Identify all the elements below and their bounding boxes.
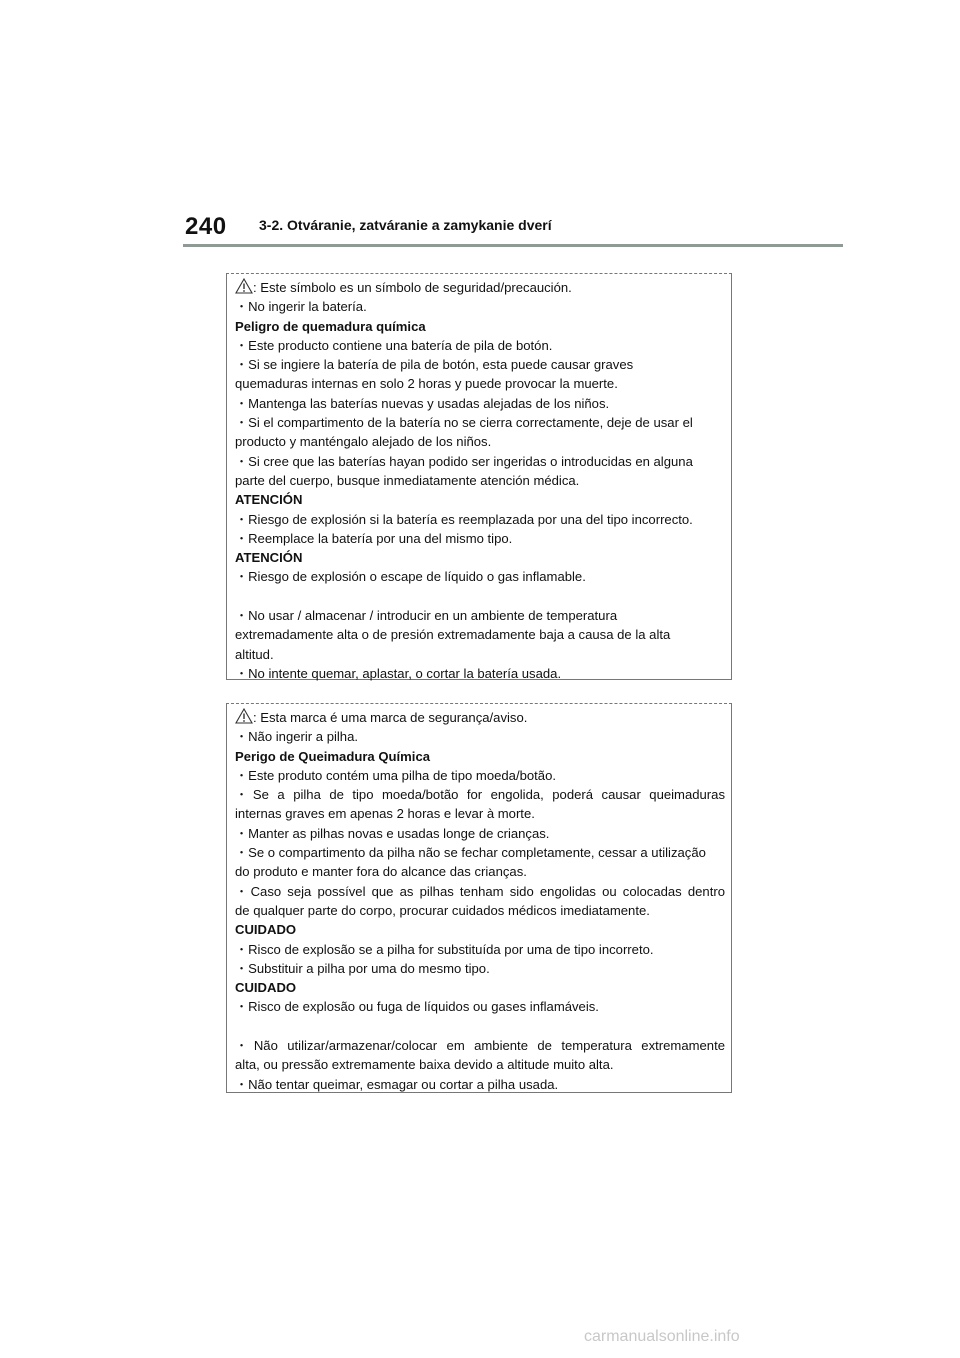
list-item: ・Caso seja possível que as pilhas tenham sido engolidas ou colocadas dentro	[235, 883, 725, 899]
section-heading: ATENCIÓN	[235, 492, 303, 508]
section-heading: CUIDADO	[235, 980, 297, 996]
list-item: ・Si el compartimento de la batería no se cierra correctamente, deje de usar el	[235, 415, 693, 431]
list-item: ・Riesgo de explosión o escape de líquido o gas inflamable.	[235, 569, 586, 585]
list-item-continuation: alta, ou pressão extremamente baixa devido a altitude muito alta.	[235, 1057, 614, 1073]
list-item: ・Substituir a pilha por uma do mesmo tipo.	[235, 960, 490, 976]
list-item: ・Manter as pilhas novas e usadas longe de crianças.	[235, 825, 550, 841]
list-item-continuation: quemaduras internas en solo 2 horas y puede provocar la muerte.	[235, 376, 618, 392]
list-item: ・Se a pilha de tipo moeda/botão for engolida, poderá causar queimaduras	[235, 787, 725, 803]
list-item-continuation: do produto e manter fora do alcance das crianças.	[235, 864, 527, 880]
warning-triangle-icon	[235, 278, 253, 294]
header-rule	[183, 244, 843, 247]
section-heading: CUIDADO	[235, 922, 297, 938]
list-item-continuation: producto y manténgalo alejado de los niños.	[235, 434, 492, 450]
warning-triangle-icon	[235, 708, 253, 724]
symbol-note: : Este símbolo es un símbolo de seguridad/precaución.	[253, 280, 572, 295]
list-item: ・No intente quemar, aplastar, o cortar la batería usada.	[235, 665, 562, 681]
page-header	[183, 213, 843, 247]
list-item: ・Não ingerir a pilha.	[235, 729, 358, 745]
section-heading: Peligro de quemadura química	[235, 318, 426, 334]
list-item: ・Si cree que las baterías hayan podido ser ingeridas o introducidas en alguna	[235, 453, 693, 469]
warning-box-spanish	[226, 273, 732, 680]
list-item: ・Não utilizar/armazenar/colocar em ambiente de temperatura extremamente	[235, 1038, 725, 1054]
list-item-continuation: altitud.	[235, 646, 274, 662]
list-item-continuation: parte del cuerpo, busque inmediatamente atención médica.	[235, 472, 580, 488]
list-item: ・Não tentar queimar, esmagar ou cortar a pilha usada.	[235, 1076, 559, 1092]
list-item: ・Riesgo de explosión si la batería es reemplazada por una del tipo incorrecto.	[235, 511, 693, 527]
list-item: ・Reemplace la batería por una del mismo tipo.	[235, 530, 513, 546]
symbol-note-line	[235, 708, 731, 727]
list-item-continuation: extremadamente alta o de presión extremadamente baja a causa de la alta	[235, 627, 671, 643]
list-item-continuation: de qualquer parte do corpo, procurar cuidados médicos imediatamente.	[235, 902, 650, 918]
page-number: 240	[185, 213, 227, 240]
list-item-continuation: internas graves em apenas 2 horas e levar à morte.	[235, 806, 535, 822]
list-item: ・No ingerir la batería.	[235, 299, 367, 315]
symbol-note: : Esta marca é uma marca de segurança/aviso.	[253, 710, 528, 725]
section-heading: Perigo de Queimadura Química	[235, 748, 431, 764]
watermark: carmanualsonline.info	[584, 1328, 740, 1345]
list-item: ・Risco de explosão ou fuga de líquidos ou gases inflamáveis.	[235, 999, 599, 1015]
warning-box-portuguese	[226, 703, 732, 1093]
section-heading: ATENCIÓN	[235, 550, 303, 566]
list-item: ・Este producto contiene una batería de pila de botón.	[235, 337, 553, 353]
list-item: ・No usar / almacenar / introducir en un ambiente de temperatura	[235, 608, 618, 624]
list-item: ・Si se ingiere la batería de pila de botón, esta puede causar graves	[235, 357, 634, 373]
spacer	[235, 1017, 731, 1036]
chapter-title: 3-2. Otváranie, zatváranie a zamykanie dverí	[259, 217, 552, 233]
symbol-note-line	[235, 278, 731, 297]
list-item: ・Se o compartimento da pilha não se fechar completamente, cessar a utilização	[235, 845, 706, 861]
list-item: ・Este produto contém uma pilha de tipo moeda/botão.	[235, 767, 556, 783]
list-item: ・Risco de explosão se a pilha for substituída por uma de tipo incorreto.	[235, 941, 654, 957]
list-item: ・Mantenga las baterías nuevas y usadas alejadas de los niños.	[235, 395, 610, 411]
spacer	[235, 587, 731, 606]
